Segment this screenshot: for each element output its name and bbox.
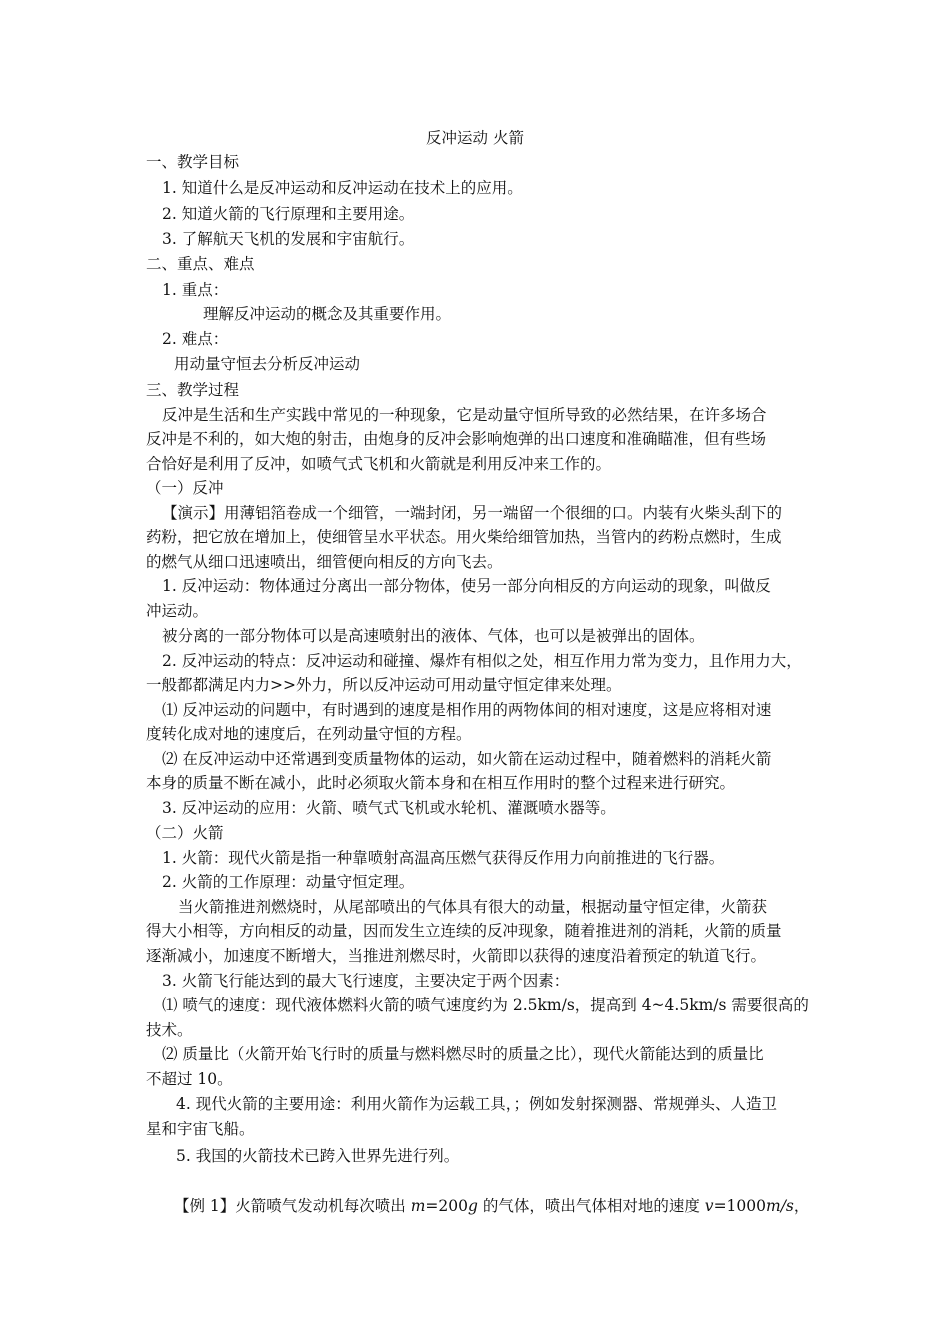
paragraph-line: 逐渐减小，加速度不断增大，当推进剂燃尽时，火箭即以获得的速度沿着预定的轨道飞行。 [146, 947, 767, 965]
example-text: =200 [425, 1197, 468, 1215]
paragraph-line: 当火箭推进剂燃烧时，从尾部喷出的气体具有很大的动量，根据动量守恒定律，火箭获 [178, 898, 768, 916]
paragraph-line: 冲运动。 [146, 602, 209, 620]
subsection-heading: （二）火箭 [146, 824, 224, 842]
example-text: 的气体，喷出气体相对地的速度 [477, 1197, 705, 1215]
example-text: =1000 [713, 1197, 766, 1215]
paragraph-line: 3. 火箭飞行能达到的最大飞行速度，主要决定于两个因素： [162, 972, 570, 990]
list-item: 3. 了解航天飞机的发展和宇宙航行。 [162, 230, 415, 248]
section-heading: 一、教学目标 [146, 153, 240, 171]
subsection-heading: （一）反冲 [146, 479, 224, 497]
section-heading: 三、教学过程 [146, 381, 240, 399]
paragraph-line: 1. 反冲运动：物体通过分离出一部分物体，使另一部分向相反的方向运动的现象，叫做反 [162, 577, 771, 595]
paragraph-line: 技术。 [146, 1021, 193, 1039]
example-text: 【例 1】火箭喷气发动机每次喷出 [174, 1197, 411, 1215]
example-line [174, 1196, 809, 1216]
list-item: 2. 难点： [162, 330, 229, 348]
section-heading: 二、重点、难点 [146, 255, 255, 273]
velocity-symbol: v [704, 1197, 714, 1215]
paragraph-line: 的燃气从细口迅速喷出，细管便向相反的方向飞去。 [146, 553, 503, 571]
paragraph-line: 本身的质量不断在减小，此时必须取火箭本身和在相互作用时的整个过程来进行研究。 [146, 774, 736, 792]
paragraph-line: ⑵ 质量比（火箭开始飞行时的质量与燃料燃尽时的质量之比），现代火箭能达到的质量比 [162, 1045, 764, 1063]
paragraph-line: 3. 反冲运动的应用：火箭、喷气式飞机或水轮机、灌溉喷水器等。 [162, 799, 616, 817]
paragraph-line: 4. 现代火箭的主要用途：利用火箭作为运载工具，；例如发射探测器、常规弹头、人造卫 [176, 1095, 777, 1113]
paragraph-line: 用动量守恒去分析反冲运动 [174, 355, 361, 373]
paragraph-line: 1. 火箭：现代火箭是指一种靠喷射高温高压燃气获得反作用力向前推进的飞行器。 [162, 849, 725, 867]
paragraph-line: 药粉，把它放在增加上，使细管呈水平状态。用火柴给细管加热，当管内的药粉点燃时，生成 [146, 528, 782, 546]
paragraph-line: 5. 我国的火箭技术已跨入世界先进行列。 [176, 1147, 460, 1165]
paragraph-line: 理解反冲运动的概念及其重要作用。 [203, 305, 452, 323]
list-item: 1. 重点： [162, 281, 229, 299]
paragraph-line: 2. 反冲运动的特点：反冲运动和碰撞、爆炸有相似之处，相互作用力常为变力，且作用力大， [162, 652, 802, 670]
paragraph-line: 被分离的一部分物体可以是高速喷射出的液体、气体，也可以是被弹出的固体。 [162, 627, 705, 645]
paragraph-line: ⑴ 喷气的速度：现代液体燃料火箭的喷气速度约为 2.5km/s，提高到 4~4.5km/s 需要很高的 [162, 996, 809, 1014]
mass-symbol: m [410, 1197, 426, 1215]
example-text: ， [793, 1197, 810, 1215]
paragraph-line: 反冲是不利的，如大炮的射击，由炮身的反冲会影响炮弹的出口速度和准确瞄准，但有些场 [146, 430, 767, 448]
paragraph-line: 【演示】用薄铝箔卷成一个细管，一端封闭，另一端留一个很细的口。内装有火柴头刮下的 [162, 504, 783, 522]
paragraph-line: 星和宇宙飞船。 [146, 1120, 255, 1138]
paragraph-line: ⑵ 在反冲运动中还常遇到变质量物体的运动，如火箭在运动过程中，随着燃料的消耗火箭 [162, 750, 772, 768]
list-item: 2. 知道火箭的飞行原理和主要用途。 [162, 205, 415, 223]
paragraph-line: 反冲是生活和生产实践中常见的一种现象，它是动量守恒所导致的必然结果，在许多场合 [162, 406, 767, 424]
paragraph-line: 度转化成对地的速度后，在列动量守恒的方程。 [146, 725, 472, 743]
gram-unit: g [468, 1197, 478, 1215]
list-item: 1. 知道什么是反冲运动和反冲运动在技术上的应用。 [162, 179, 523, 197]
paragraph-line: 得大小相等，方向相反的动量，因而发生立连续的反冲现象，随着推进剂的消耗，火箭的质量 [146, 922, 782, 940]
paragraph-line: ⑴ 反冲运动的问题中，有时遇到的速度是相作用的两物体间的相对速度，这是应将相对速 [162, 701, 772, 719]
paragraph-line: 不超过 10。 [146, 1070, 233, 1088]
paragraph-line: 一般都都满足内力>>外力，所以反冲运动可用动量守恒定律来处理。 [146, 676, 622, 694]
document-title: 反冲运动 火箭 [426, 129, 524, 147]
speed-unit: m/s [766, 1197, 794, 1215]
paragraph-line: 2. 火箭的工作原理：动量守恒定理。 [162, 873, 415, 891]
paragraph-line: 合恰好是利用了反冲，如喷气式飞机和火箭就是利用反冲来工作的。 [146, 455, 612, 473]
